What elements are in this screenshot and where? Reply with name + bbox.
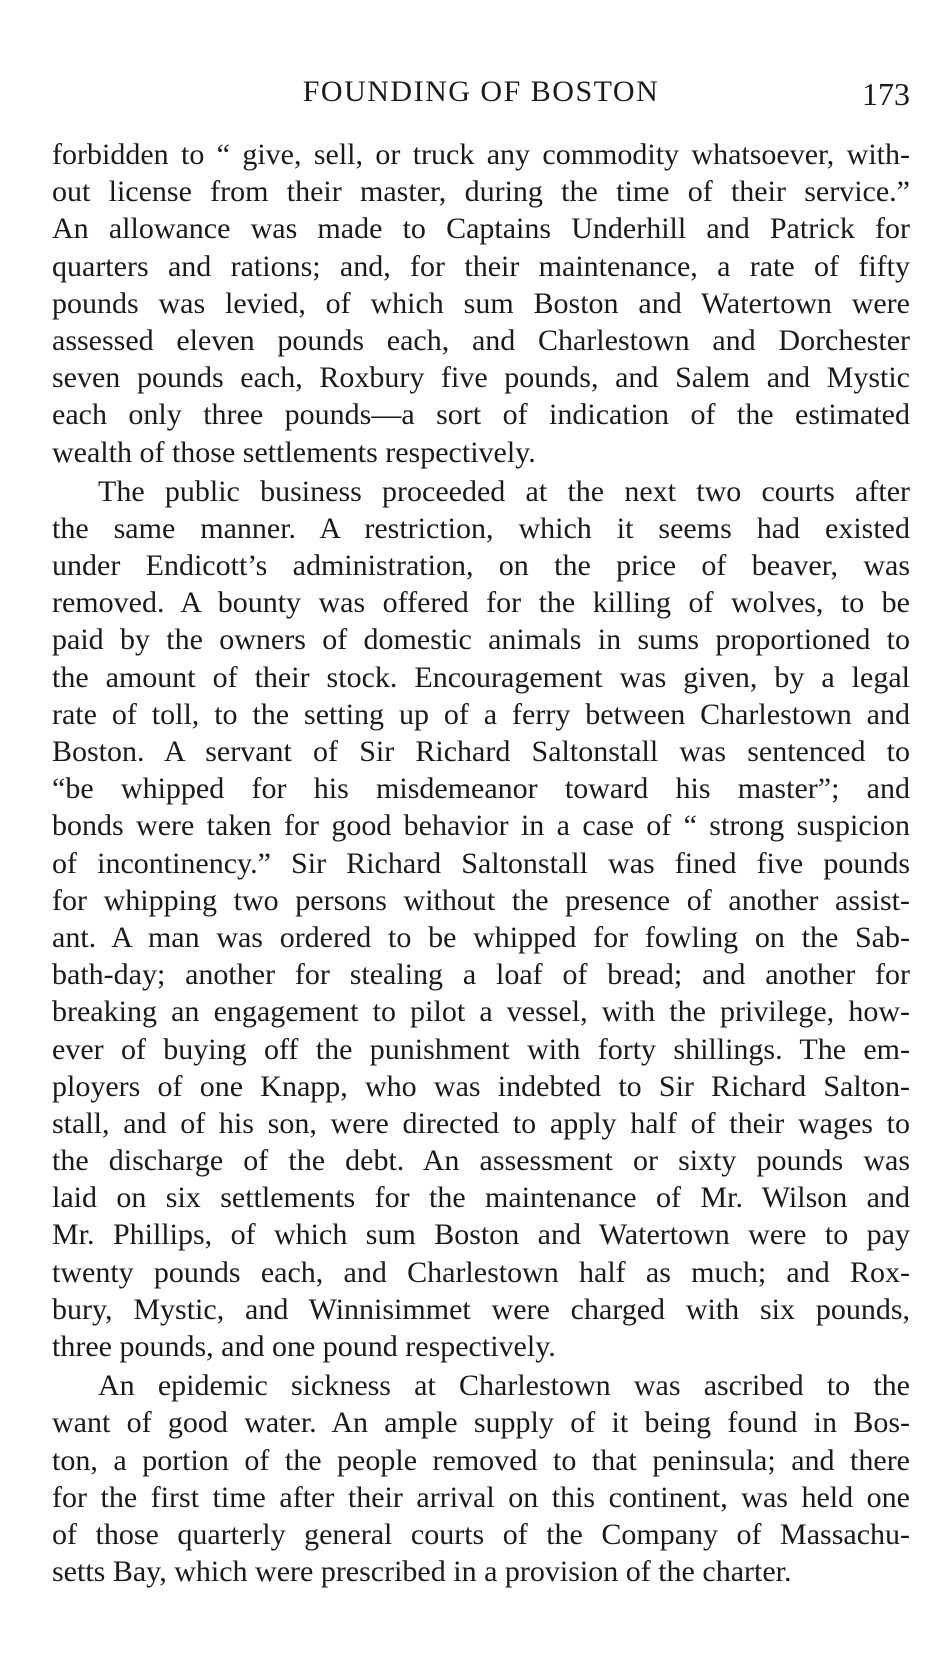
running-title: FOUNDING OF BOSTON (302, 75, 660, 108)
text-line: twenty pounds each, and Charlestown half as much; and Rox- (52, 1255, 910, 1289)
text-line: An allowance was made to Captains Underhill and Patrick for (52, 212, 910, 246)
body-text (52, 136, 910, 1590)
text-line: bonds were taken for good behavior in a case of “ strong suspicion (52, 809, 910, 843)
text-line: assessed eleven pounds each, and Charlestown and Dorchester (52, 323, 910, 357)
text-line: for whipping two persons without the presence of another assist- (52, 883, 910, 917)
text-line: “be whipped for his misdemeanor toward his master”; and (52, 772, 910, 806)
text-line: want of good water. An ample supply of it being found in Bos- (52, 1406, 910, 1440)
text-line: ant. A man was ordered to be whipped for fowling on the Sab- (52, 920, 910, 954)
paragraph-1 (52, 136, 910, 471)
page-number: 173 (862, 76, 910, 112)
text-line: removed. A bounty was offered for the killing of wolves, to be (52, 586, 910, 620)
paragraph-2 (52, 473, 910, 1366)
text-line: ployers of one Knapp, who was indebted to Sir Richard Salton- (52, 1069, 910, 1103)
text-line: under Endicott’s administration, on the price of beaver, was (52, 549, 910, 583)
text-line: the same manner. A restriction, which it seems had existed (52, 511, 910, 545)
text-line: laid on six settlements for the maintenance of Mr. Wilson and (52, 1181, 910, 1215)
text-line: bury, Mystic, and Winnisimmet were charged with six pounds, (52, 1292, 910, 1326)
text-line: setts Bay, which were prescribed in a provision of the charter. (52, 1555, 792, 1589)
paragraph-3 (52, 1367, 910, 1590)
text-line: breaking an engagement to pilot a vessel, with the privilege, how- (52, 995, 910, 1029)
text-line: ever of buying off the punishment with forty shillings. The em- (52, 1032, 910, 1066)
text-line: the amount of their stock. Encouragement was given, by a legal (52, 660, 910, 694)
text-line: ton, a portion of the people removed to that peninsula; and there (52, 1443, 910, 1477)
running-head (52, 72, 910, 112)
text-line: pounds was levied, of which sum Boston and Watertown were (52, 286, 910, 320)
text-line: forbidden to “ give, sell, or truck any commodity whatsoever, with- (52, 138, 910, 171)
text-line: Boston. A servant of Sir Richard Saltonstall was sentenced to (52, 735, 910, 768)
text-line: paid by the owners of domestic animals in sums proportioned to (52, 623, 910, 657)
text-line: the discharge of the debt. An assessment or sixty pounds was (52, 1144, 910, 1178)
text-line: quarters and rations; and, for their maintenance, a rate of fifty (52, 249, 910, 283)
text-line: rate of toll, to the setting up of a ferry between Charlestown and (52, 697, 910, 731)
text-line: wealth of those settlements respectively. (52, 435, 536, 469)
text-line: bath-day; another for stealing a loaf of bread; and another for (52, 958, 910, 992)
text-line: Mr. Phillips, of which sum Boston and Watertown were to pay (52, 1218, 910, 1252)
text-line: The public business proceeded at the next two courts after (98, 474, 910, 508)
text-line: stall, and of his son, were directed to apply half of their wages to (52, 1106, 910, 1140)
text-line: of those quarterly general courts of the Company of Massachu- (52, 1517, 910, 1551)
text-line: An epidemic sickness at Charlestown was ascribed to the (98, 1369, 910, 1403)
text-line: out license from their master, during the time of their service.” (52, 175, 910, 209)
text-line: of incontinency.” Sir Richard Saltonstall was fined five pounds (52, 846, 910, 880)
text-line: each only three pounds—a sort of indication of the estimated (52, 398, 910, 432)
text-line: three pounds, and one pound respectively. (52, 1330, 556, 1363)
text-line: seven pounds each, Roxbury five pounds, and Salem and Mystic (52, 361, 910, 395)
text-line: for the first time after their arrival on this continent, was held one (52, 1480, 910, 1514)
